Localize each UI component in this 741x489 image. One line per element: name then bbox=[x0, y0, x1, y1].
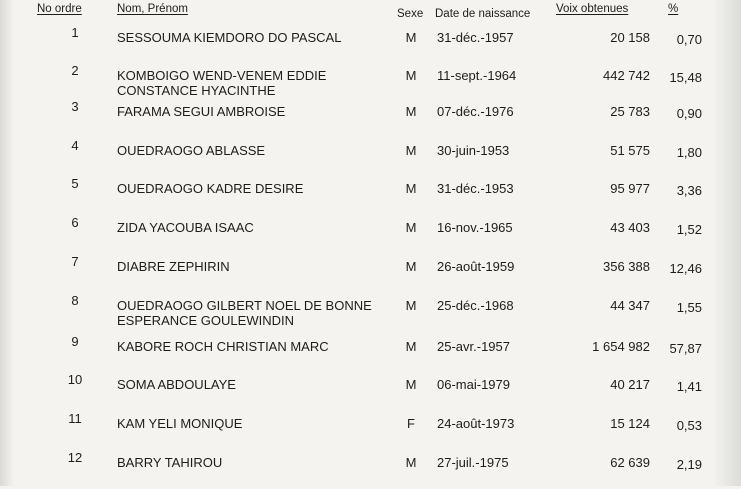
candidate-votes: 25 783 bbox=[610, 104, 650, 119]
candidate-votes: 20 158 bbox=[610, 30, 650, 45]
candidate-sex: M bbox=[405, 220, 417, 235]
candidate-birth-date: 11-sept.-1964 bbox=[437, 68, 517, 83]
candidate-number: 1 bbox=[71, 25, 79, 40]
candidate-number: 6 bbox=[71, 215, 79, 230]
candidate-sex: M bbox=[405, 181, 417, 196]
candidate-percentage: 2,19 bbox=[676, 457, 702, 472]
candidate-percentage: 1,41 bbox=[676, 379, 702, 394]
candidate-votes: 43 403 bbox=[610, 220, 650, 235]
candidate-name: OUEDRAOGO ABLASSE bbox=[117, 143, 266, 158]
candidate-votes: 442 742 bbox=[603, 68, 650, 83]
candidate-birth-date: 16-nov.-1965 bbox=[437, 220, 513, 235]
header-sexe: Sexe bbox=[397, 8, 424, 20]
candidate-number: 3 bbox=[71, 99, 79, 114]
candidate-name: KOMBOIGO WEND-VENEM EDDIE CONSTANCE HYACINTHE bbox=[117, 68, 327, 98]
header-pct: % bbox=[668, 3, 679, 15]
candidate-percentage: 1,80 bbox=[676, 145, 702, 160]
candidate-birth-date: 31-déc.-1953 bbox=[437, 181, 514, 196]
candidate-percentage: 3,36 bbox=[676, 183, 702, 198]
table-row bbox=[0, 450, 741, 489]
candidate-birth-date: 30-juin-1953 bbox=[437, 143, 510, 158]
candidate-birth-date: 07-déc.-1976 bbox=[437, 104, 514, 119]
table-row bbox=[0, 215, 741, 254]
table-row bbox=[0, 411, 741, 450]
table-row bbox=[0, 254, 741, 293]
candidate-votes: 44 347 bbox=[610, 298, 650, 313]
candidate-sex: M bbox=[405, 104, 417, 119]
candidate-name: SOMA ABDOULAYE bbox=[117, 377, 236, 392]
candidate-sex: M bbox=[405, 143, 417, 158]
candidate-birth-date: 25-avr.-1957 bbox=[437, 339, 510, 354]
table-row bbox=[0, 63, 741, 102]
candidate-birth-date: 26-août-1959 bbox=[437, 259, 515, 274]
table-row bbox=[0, 25, 741, 64]
candidate-number: 10 bbox=[67, 372, 83, 387]
candidate-number: 7 bbox=[71, 254, 79, 269]
candidate-percentage: 57,87 bbox=[669, 341, 702, 356]
candidate-percentage: 1,55 bbox=[676, 300, 702, 315]
table-row bbox=[0, 176, 741, 215]
candidate-name: SESSOUMA KIEMDORO DO PASCAL bbox=[117, 30, 342, 45]
candidate-votes: 1 654 982 bbox=[592, 339, 650, 354]
candidate-number: 11 bbox=[68, 411, 82, 426]
candidate-votes: 356 388 bbox=[603, 259, 650, 274]
candidate-percentage: 1,52 bbox=[676, 222, 702, 237]
candidate-percentage: 15,48 bbox=[669, 70, 702, 85]
header-no-ordre: No ordre bbox=[37, 3, 82, 15]
candidate-votes: 95 977 bbox=[610, 181, 650, 196]
candidate-birth-date: 06-mai-1979 bbox=[437, 377, 510, 392]
candidate-number: 12 bbox=[67, 450, 83, 465]
candidate-name: DIABRE ZEPHIRIN bbox=[117, 259, 230, 274]
table-row bbox=[0, 293, 741, 332]
candidate-number: 2 bbox=[71, 63, 79, 78]
candidate-sex: M bbox=[405, 339, 417, 354]
candidate-percentage: 0,70 bbox=[676, 32, 702, 47]
table-row bbox=[0, 334, 741, 373]
candidate-sex: M bbox=[405, 68, 417, 83]
header-date-naissance: Date de naissance bbox=[435, 8, 531, 20]
candidate-sex: M bbox=[405, 259, 417, 274]
candidate-number: 9 bbox=[71, 334, 79, 349]
candidate-percentage: 12,46 bbox=[669, 261, 702, 276]
candidate-percentage: 0,53 bbox=[676, 418, 702, 433]
candidate-name: KABORE ROCH CHRISTIAN MARC bbox=[117, 339, 329, 354]
candidate-name: BARRY TAHIROU bbox=[117, 455, 223, 470]
candidate-votes: 62 639 bbox=[610, 455, 650, 470]
candidate-sex: M bbox=[405, 298, 417, 313]
table-row bbox=[0, 372, 741, 411]
candidate-name: ZIDA YACOUBA ISAAC bbox=[117, 220, 254, 235]
candidate-name: OUEDRAOGO KADRE DESIRE bbox=[117, 181, 304, 196]
candidate-sex: M bbox=[405, 455, 417, 470]
table-row bbox=[0, 99, 741, 138]
candidate-name: OUEDRAOGO GILBERT NOEL DE BONNE ESPERANCE GOULEWINDIN bbox=[117, 298, 372, 328]
candidate-number: 5 bbox=[71, 176, 79, 191]
candidate-sex: F bbox=[407, 416, 415, 431]
candidate-number: 4 bbox=[71, 138, 79, 153]
candidate-number: 8 bbox=[71, 293, 79, 308]
candidate-birth-date: 25-déc.-1968 bbox=[437, 298, 514, 313]
candidate-birth-date: 27-juil.-1975 bbox=[437, 455, 509, 470]
candidate-votes: 51 575 bbox=[610, 143, 650, 158]
candidate-votes: 40 217 bbox=[610, 377, 650, 392]
candidate-sex: M bbox=[405, 30, 417, 45]
candidate-votes: 15 124 bbox=[610, 416, 650, 431]
candidate-name: FARAMA SEGUI AMBROISE bbox=[117, 104, 286, 119]
header-voix-obtenues: Voix obtenues bbox=[556, 3, 629, 15]
header-nom-prenom: Nom, Prénom bbox=[117, 3, 188, 15]
table-row bbox=[0, 138, 741, 177]
candidate-sex: M bbox=[405, 377, 417, 392]
candidate-name: KAM YELI MONIQUE bbox=[117, 416, 243, 431]
candidate-birth-date: 31-déc.-1957 bbox=[437, 30, 514, 45]
candidate-percentage: 0,90 bbox=[676, 106, 702, 121]
candidate-birth-date: 24-août-1973 bbox=[437, 416, 515, 431]
